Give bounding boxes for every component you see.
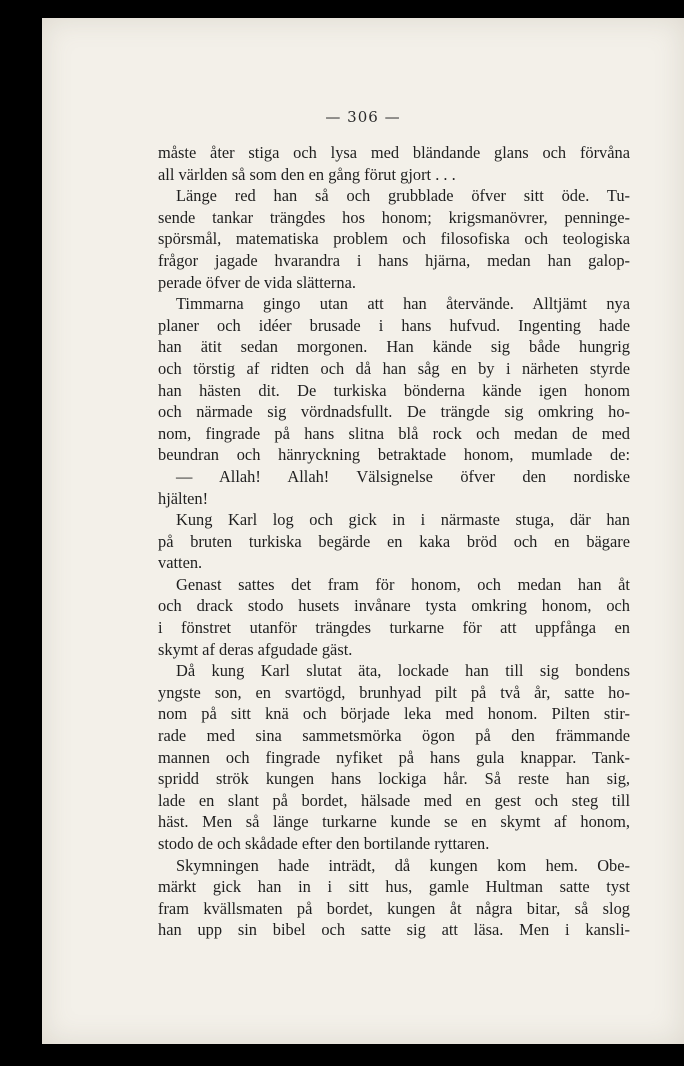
- text-line: måste åter stiga och lysa med bländande glans och förvåna: [158, 143, 630, 162]
- text-line: Kung Karl log och gick in i närmaste stuga, där han: [176, 510, 630, 530]
- body-text: [158, 142, 630, 941]
- text-line: han ätit sedan morgonen. Han kände sig både hungrig: [158, 337, 630, 357]
- text-line: spridd strök kungen hans lockiga hår. Så reste han sig,: [158, 769, 630, 789]
- text-line: fram kvällsmaten på bordet, kungen åt några bitar, så slog: [158, 898, 630, 918]
- text-line: rade med sina sammetsmörka ögon på den främmande: [158, 726, 630, 746]
- text-line: nom på sitt knä och började leka med honom. Pilten stir-: [158, 704, 630, 724]
- text-line: hjälten!: [158, 488, 209, 508]
- text-line: perade öfver de vida slätterna.: [158, 272, 356, 292]
- page-number: — 306 —: [325, 108, 401, 126]
- text-line: Timmarna gingo utan att han återvände. Alltjämt nya: [176, 294, 630, 314]
- text-line: märkt gick han in i sitt hus, gamle Hultman satte tyst: [158, 877, 630, 897]
- book-page: [42, 18, 684, 1044]
- text-line: spörsmål, matematiska problem och filosofiska och teologiska: [158, 229, 630, 249]
- text-line: planer och idéer brusade i hans hufvud. Ingenting hade: [158, 315, 630, 335]
- text-line: Då kung Karl slutat äta, lockade han till sig bondens: [176, 661, 630, 681]
- text-line: och drack stodo husets invånare tysta omkring honom, och: [158, 596, 630, 616]
- text-line: mannen och fingrade nyfiket på hans gula knappar. Tank-: [158, 747, 630, 767]
- text-line: Länge red han så och grubblade öfver sitt öde. Tu-: [176, 186, 630, 206]
- text-line: yngste son, en svartögd, brunhyad pilt på två år, satte ho-: [158, 682, 630, 702]
- text-line: vatten.: [158, 553, 203, 573]
- text-line: skymt af deras afgudade gäst.: [158, 639, 353, 659]
- text-line: Skymningen hade inträdt, då kungen kom hem. Obe-: [176, 855, 630, 875]
- text-line: i fönstret utanför trängdes turkarne för att uppfånga en: [158, 618, 630, 638]
- text-line: all världen så som den en gång förut gjort . . .: [158, 164, 456, 184]
- text-line: Genast sattes det fram för honom, och medan han åt: [176, 574, 630, 594]
- text-line: beundran och hänryckning betraktade honom, mumlade de:: [158, 445, 630, 465]
- text-line: sende tankar trängdes hos honom; krigsmanövrer, penninge-: [158, 207, 630, 227]
- text-line: stodo de och skådade efter den bortilande ryttaren.: [158, 834, 490, 853]
- text-line: nom, fingrade på hans slitna blå rock och medan de med: [158, 423, 630, 443]
- text-line: på bruten turkiska begärde en kaka bröd och en bägare: [158, 531, 630, 551]
- text-line: han upp sin bibel och satte sig att läsa. Men i kansli-: [158, 920, 630, 940]
- text-line: frågor jagade hvarandra i hans hjärna, medan han galop-: [158, 250, 630, 270]
- text-line: han hästen dit. De turkiska bönderna kände igen honom: [158, 380, 630, 400]
- text-line: — Allah! Allah! Välsignelse öfver den nordiske: [176, 466, 630, 486]
- text-line: lade en slant på bordet, hälsade med en gest och steg till: [158, 790, 630, 810]
- text-line: och närmade sig vördnadsfullt. De trängde sig omkring ho-: [158, 402, 630, 422]
- text-line: häst. Men så länge turkarne kunde se en skymt af honom,: [158, 812, 630, 832]
- text-line: och törstig af ridten och då han såg en by i närheten styrde: [158, 358, 630, 378]
